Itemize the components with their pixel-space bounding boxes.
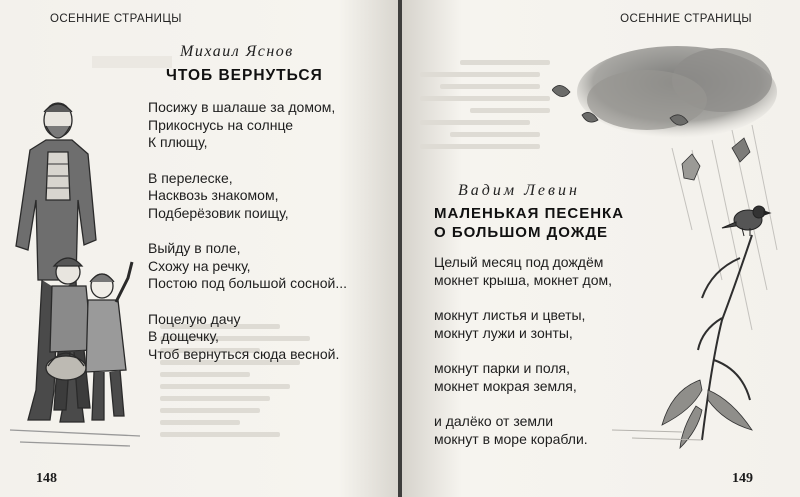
poem-author: Михаил Яснов (180, 43, 294, 60)
poem-line: В перелеске, (148, 169, 233, 186)
poem-line: Схожу на речку, (148, 257, 251, 274)
poem-line: Насквозь знакомом, (148, 187, 279, 203)
poem-line: В дощечку, (148, 328, 219, 344)
running-head-left: ОСЕННИЕ СТРАНИЦЫ (50, 13, 182, 25)
bleed-through-mark (92, 52, 172, 72)
poem-line: и далёко от земли (434, 413, 554, 429)
poem-line: мокнут лужи и зонты, (434, 324, 573, 341)
poem-line: Постою под большой сосной... (148, 275, 348, 291)
stanza (148, 240, 347, 293)
stanza (434, 360, 612, 395)
running-head-right: ОСЕННИЕ СТРАНИЦЫ (620, 13, 752, 25)
poem-line: мокнет крыша, мокнет дом, (434, 271, 613, 288)
poem-line: мокнут парки и поля, (434, 360, 570, 376)
stanza (434, 413, 612, 448)
poem-line: Посижу в шалаше за домом, (148, 99, 336, 115)
poem-line: Подберёзовик поищу, (148, 204, 289, 221)
poem-line: К плющу, (148, 134, 208, 150)
poem-line: Чтоб вернуться сюда весной. (148, 345, 340, 362)
stanza (148, 311, 347, 364)
man-and-children-illustration (0, 90, 150, 460)
poem-title: ЧТОБ ВЕРНУТЬСЯ (166, 67, 323, 84)
left-page (0, 0, 398, 497)
poem-title (434, 204, 624, 242)
poem-body (434, 254, 612, 466)
poem-line: Целый месяц под дождём (434, 254, 604, 270)
stanza (148, 99, 347, 152)
poem-title-line: МАЛЕНЬКАЯ ПЕСЕНКА (434, 205, 625, 222)
stanza (434, 254, 612, 289)
poem-line: Поцелую дачу (148, 310, 241, 327)
bleed-through-text-right (420, 60, 570, 156)
poem-title-line: О БОЛЬШОМ ДОЖДЕ (434, 224, 609, 241)
stanza (434, 307, 612, 342)
poem-line: мокнут листья и цветы, (434, 307, 586, 323)
poem-line: Прикоснусь на солнце (148, 116, 294, 133)
bleed-through-title (92, 46, 172, 80)
page-number-left: 148 (36, 471, 57, 486)
right-page (402, 0, 800, 497)
poem-line: Выйду в поле, (148, 240, 241, 256)
page-number-right: 149 (732, 471, 753, 486)
poem-author: Вадим Левин (458, 182, 580, 199)
stanza (148, 170, 347, 223)
poem-body (148, 99, 347, 381)
poem-line: мокнут в море корабли. (434, 430, 588, 447)
poem-line: мокнет мокрая земля, (434, 377, 577, 394)
